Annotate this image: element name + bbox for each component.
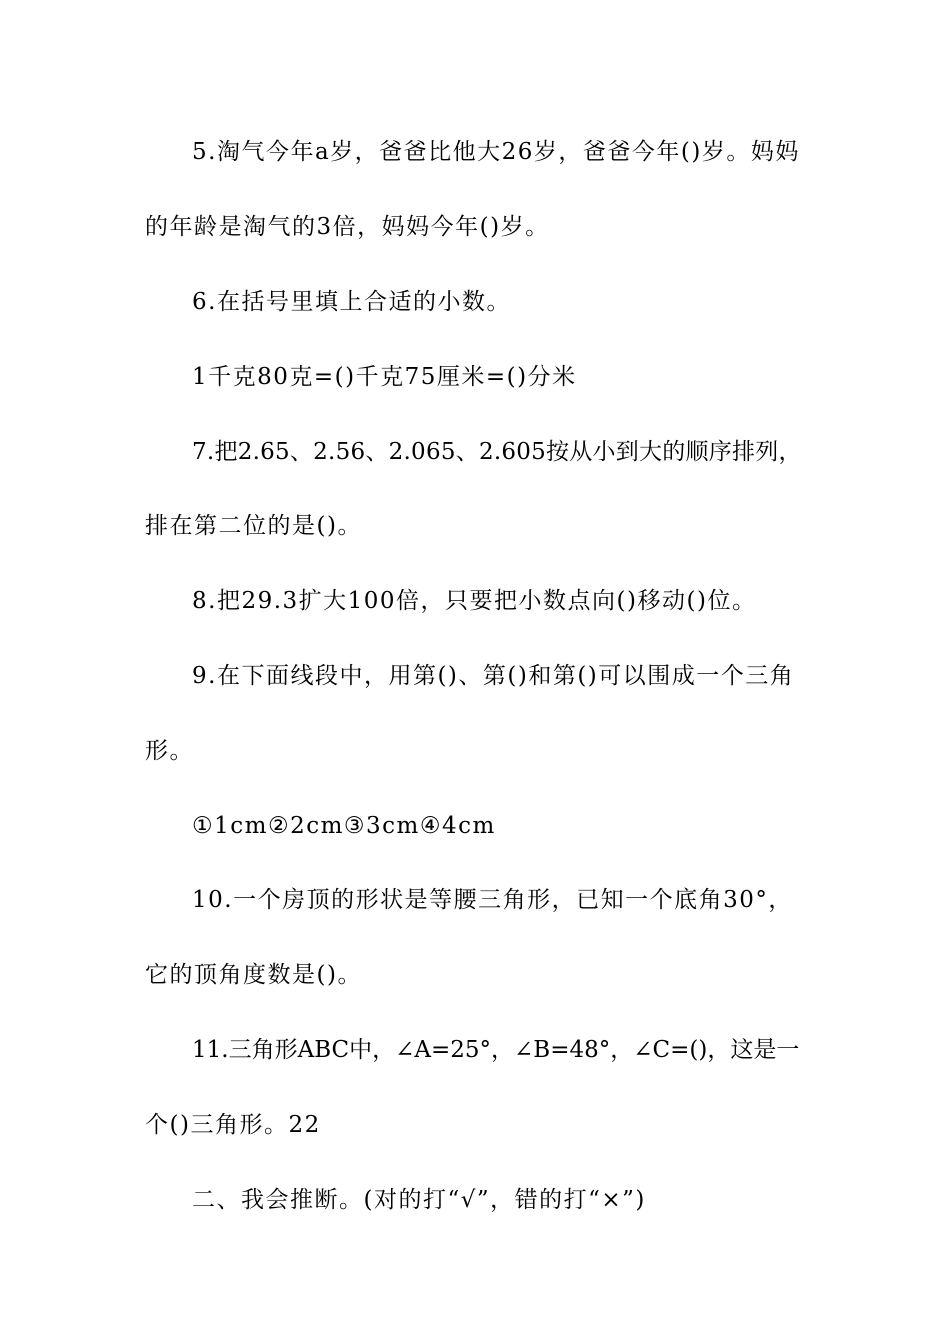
question-11-line-1: 11.三角形ABC中，∠A=25°，∠B=48°，∠C=()，这是一 [192,1037,800,1063]
question-9-options: ①1cm②2cm③3cm④4cm [192,813,496,839]
question-6-line-1: 6.在括号里填上合适的小数。 [192,289,511,315]
question-9-line-2: 形。 [145,738,194,764]
question-7-line-1: 7.把2.65、2.56、2.065、2.605按从小到大的顺序排列， [192,439,802,465]
section-2-heading: 二、我会推断。(对的打“√”，错的打“×”) [192,1187,646,1213]
question-5-line-1: 5.淘气今年a岁，爸爸比他大26岁，爸爸今年()岁。妈妈 [192,139,800,165]
question-11-line-2: 个()三角形。22 [145,1112,321,1138]
question-10-line-2: 它的顶角度数是()。 [145,962,362,988]
question-6-line-2: 1千克80克=()千克75厘米=()分米 [192,364,577,390]
question-10-line-1: 10.一个房顶的形状是等腰三角形，已知一个底角30°， [192,887,793,913]
question-7-line-2: 排在第二位的是()。 [145,513,362,539]
question-5-line-2: 的年龄是淘气的3倍，妈妈今年()岁。 [145,214,550,240]
question-9-line-1: 9.在下面线段中，用第()、第()和第()可以围成一个三角 [192,663,795,689]
question-8-line-1: 8.把29.3扩大100倍，只要把小数点向()移动()位。 [192,588,757,614]
